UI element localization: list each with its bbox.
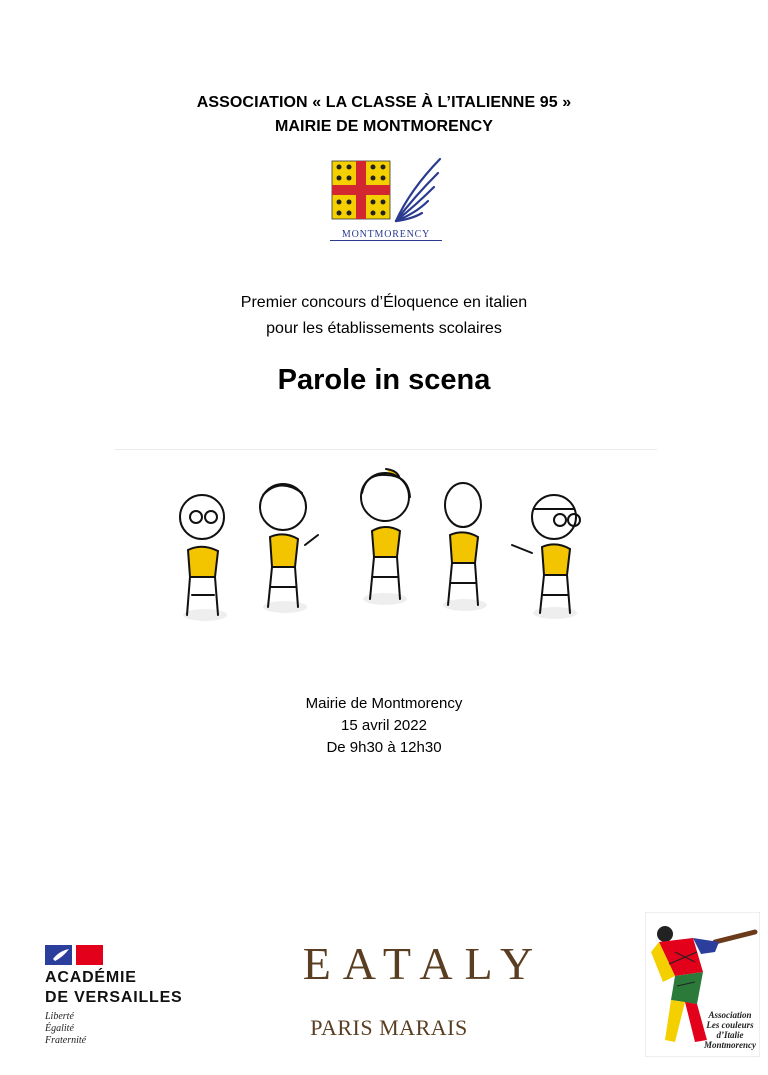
event-place: Mairie de Montmorency	[305, 695, 463, 712]
couleurs-line-1: Association	[708, 1010, 752, 1020]
couleurs-line-3: d’Italie	[716, 1030, 744, 1040]
subtitle-line-1: Premier concours d’Éloquence en italien	[240, 294, 528, 311]
header-line-2: MAIRIE DE MONTMORENCY	[274, 118, 494, 135]
motto-egalite: Égalité	[45, 1023, 74, 1034]
header-line-1: ASSOCIATION « LA CLASSE À L’ITALIENNE 95 »	[196, 94, 572, 111]
coat-of-arms-icon	[330, 155, 445, 230]
motto-fraternite: Fraternité	[45, 1035, 87, 1046]
event-date: 15 avril 2022	[341, 717, 427, 734]
academie-line-2: DE VERSAILLES	[45, 989, 183, 1006]
eataly-location: PARIS MARAIS	[310, 1015, 468, 1040]
academie-line-1: ACADÉMIE	[45, 969, 137, 986]
page-title: Parole in scena	[277, 364, 491, 396]
subtitle-line-2: pour les établissements scolaires	[266, 320, 502, 337]
illustration	[160, 465, 610, 635]
motto-liberte: Liberté	[45, 1011, 74, 1022]
couleurs-line-2: Les couleurs	[706, 1020, 754, 1030]
couleurs-line-4: Montmorency	[703, 1040, 756, 1050]
five-figures-on-stools-illustration	[160, 465, 610, 635]
divider	[115, 449, 657, 450]
marianne-logo-icon	[45, 945, 103, 965]
event-time: De 9h30 à 12h30	[326, 739, 442, 756]
montmorency-logo-label: MONTMORENCY	[330, 229, 442, 241]
couleurs-italie-label	[700, 1010, 760, 1050]
eataly-logo: EATALY	[302, 938, 546, 989]
